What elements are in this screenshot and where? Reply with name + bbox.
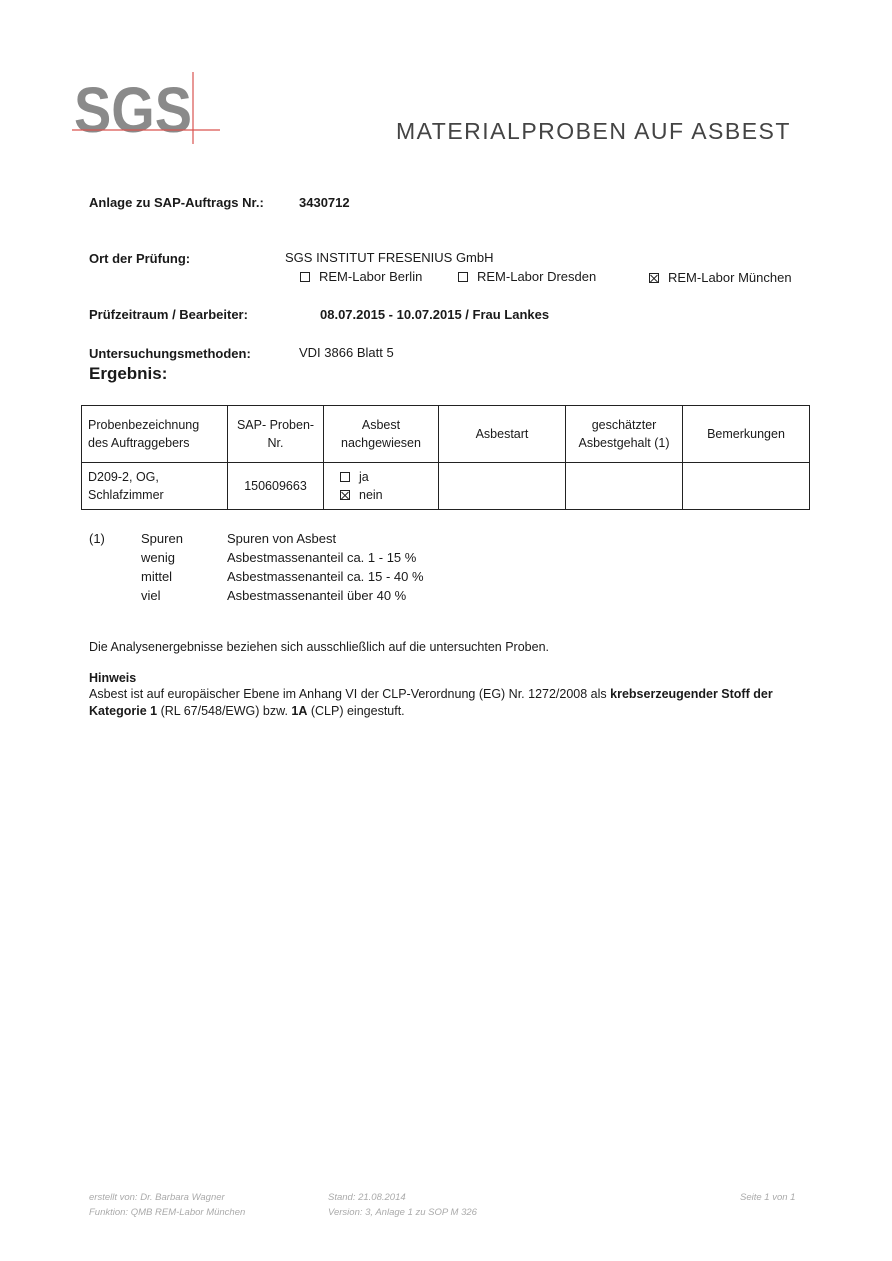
methods-value: VDI 3866 Blatt 5 (299, 345, 394, 360)
cell-asbestos-type (439, 463, 566, 510)
footer-created-by: erstellt von: Dr. Barbara Wagner (89, 1192, 225, 1203)
header-remarks: Bemerkungen (683, 406, 810, 463)
header-sample: Probenbezeichnung des Auftraggebers (82, 406, 228, 463)
hint-part3: (CLP) eingestuft. (307, 704, 405, 718)
result-heading: Ergebnis: (89, 364, 168, 383)
detected-yes (340, 468, 432, 486)
lab-option-muenchen (649, 270, 792, 285)
table-row (82, 463, 810, 510)
cell-detected (324, 463, 439, 510)
legend-number: (1) (89, 531, 105, 546)
footer-page: Seite 1 von 1 (740, 1192, 796, 1203)
legend (89, 529, 589, 609)
lab-berlin-label: REM-Labor Berlin (319, 269, 423, 284)
legend-desc: Spuren von Asbest (227, 531, 337, 546)
header-sap-no: SAP- Proben-Nr. (228, 406, 324, 463)
institute-name: SGS INSTITUT FRESENIUS GmbH (285, 250, 494, 265)
hint-part2: (RL 67/548/EWG) bzw. (157, 704, 292, 718)
legend-desc: Asbestmassenanteil ca. 1 - 15 % (227, 550, 417, 565)
location-label: Ort der Prüfung: (89, 251, 191, 266)
lab-muenchen-label: REM-Labor München (668, 270, 792, 285)
footer-function: Funktion: QMB REM-Labor München (89, 1207, 246, 1218)
hint-title: Hinweis (89, 671, 137, 685)
hint-bold2: 1A (291, 704, 308, 718)
legend-desc: Asbestmassenanteil über 40 % (227, 588, 407, 603)
legend-key: viel (141, 588, 161, 603)
footer-center (328, 1190, 477, 1220)
detected-no (340, 486, 432, 504)
hint-text (89, 686, 809, 720)
lab-option-berlin (300, 269, 422, 284)
sgs-logo (72, 72, 224, 144)
logo-text: SGS (74, 74, 192, 144)
results-table (81, 405, 810, 510)
footer-date: Stand: 21.08.2014 (328, 1192, 406, 1203)
legend-key: wenig (141, 550, 175, 565)
cell-content (566, 463, 683, 510)
detected-no-label: nein (359, 488, 383, 502)
period-value: 08.07.2015 - 10.07.2015 / Frau Lankes (320, 307, 550, 322)
sgs-logo-graphic (72, 72, 224, 144)
footer-left (89, 1190, 245, 1220)
lab-dresden-label: REM-Labor Dresden (477, 269, 597, 284)
table-header-row (82, 406, 810, 463)
checkbox-no-checked (340, 490, 350, 500)
methods-label: Untersuchungsmethoden: (89, 346, 251, 361)
detected-yes-label: ja (359, 470, 369, 484)
header-detected: Asbest nachgewiesen (324, 406, 439, 463)
hint-part1: Asbest ist auf europäischer Ebene im Anhang VI der CLP-Verordnung (EG) Nr. 1272/2008 als (89, 687, 611, 701)
header-content: geschätzter Asbestgehalt (1) (566, 406, 683, 463)
cell-remarks (683, 463, 810, 510)
period-label: Prüfzeitraum / Bearbeiter: (89, 307, 248, 322)
footer-version: Version: 3, Anlage 1 zu SOP M 326 (328, 1207, 477, 1218)
lab-option-dresden (458, 269, 596, 284)
header-asbestos-type: Asbestart (439, 406, 566, 463)
legend-key: Spuren (141, 531, 183, 546)
hint-bold1: krebserzeugender Stoff der Kategorie 1 (89, 687, 773, 718)
document-title: MATERIALPROBEN AUF ASBEST (396, 118, 791, 144)
checkbox-berlin (300, 272, 310, 282)
order-label: Anlage zu SAP-Auftrags Nr.: (89, 195, 264, 210)
legend-desc: Asbestmassenanteil ca. 15 - 40 % (227, 569, 424, 584)
legend-key: mittel (141, 569, 173, 584)
cell-sap-no: 150609663 (228, 463, 324, 510)
checkbox-dresden (458, 272, 468, 282)
checkbox-yes (340, 472, 350, 482)
checkbox-muenchen-checked (649, 273, 659, 283)
cell-sample: D209-2, OG, Schlafzimmer (82, 463, 228, 510)
analysis-note: Die Analysenergebnisse beziehen sich ausschließlich auf die untersuchten Proben. (89, 640, 550, 654)
order-number: 3430712 (299, 195, 350, 210)
